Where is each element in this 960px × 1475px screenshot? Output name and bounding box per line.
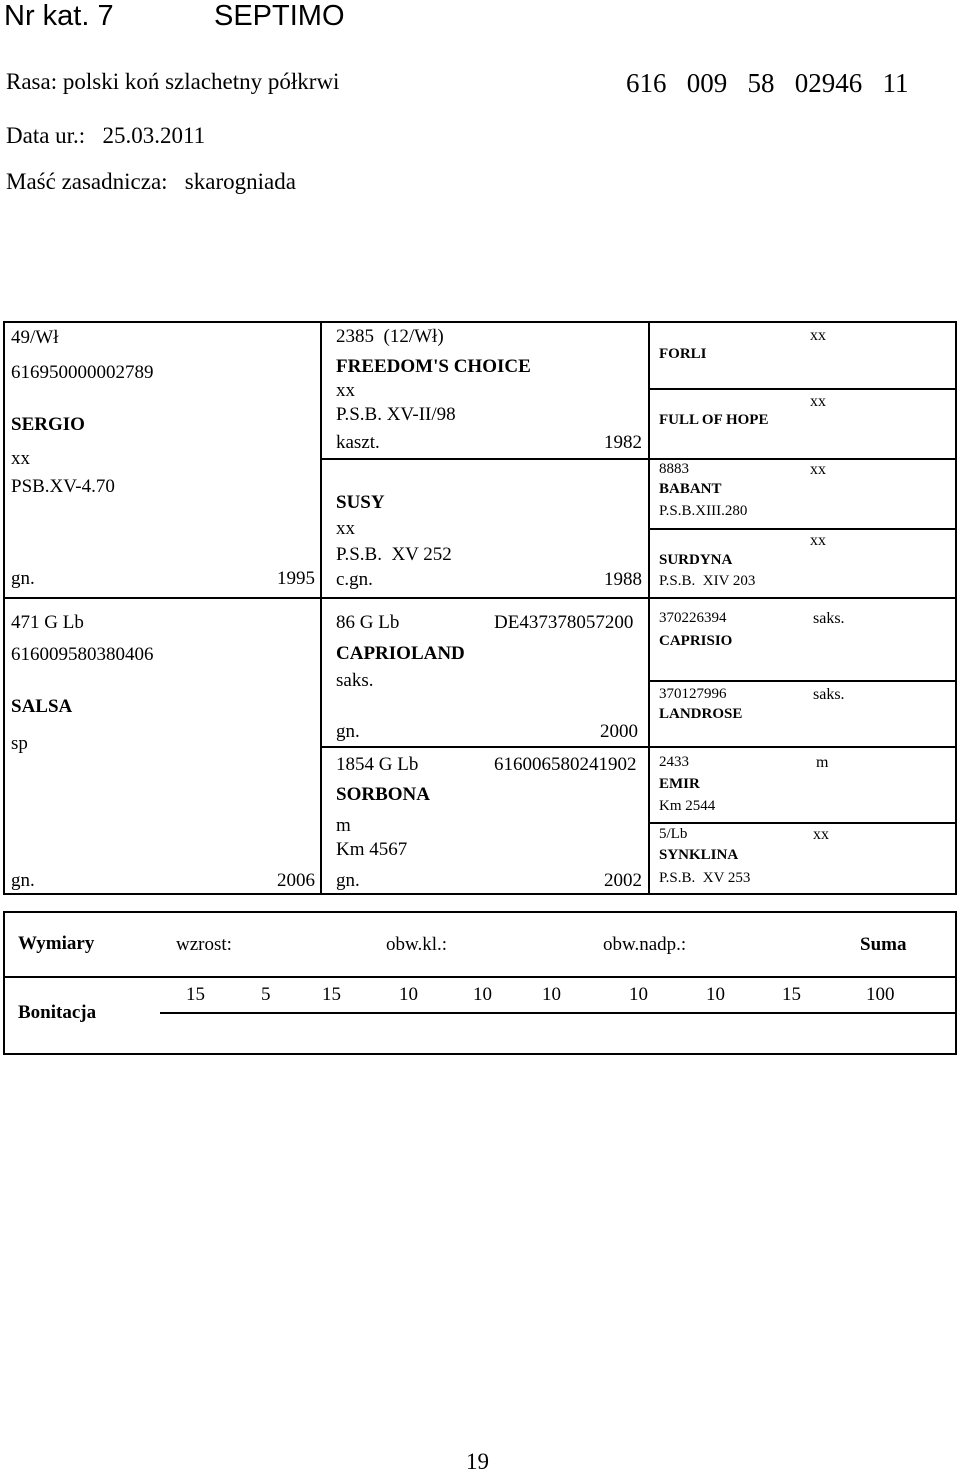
breed-line: Rasa: polski koń szlachetny półkrwi <box>6 69 340 94</box>
dam-coat: gn. <box>11 870 35 891</box>
ggs2-name: BABANT <box>659 481 722 497</box>
bonitacja-label: Bonitacja <box>18 1002 97 1023</box>
catalog-number: Nr kat. 7 <box>4 0 114 32</box>
mgd-id: 616006580241902 <box>494 754 637 775</box>
dam-color: sp <box>11 733 28 754</box>
mgd-coat: gn. <box>336 870 360 891</box>
ggs2-breed: xx <box>810 461 826 478</box>
ggd2-name: SURDYNA <box>659 552 733 568</box>
score-7: 10 <box>629 984 648 1005</box>
dggd2-book: P.S.B. XV 253 <box>659 870 751 886</box>
ggd2-book: P.S.B. XIV 203 <box>659 573 756 589</box>
dggd2-reg: 5/Lb <box>659 826 688 842</box>
dam-year: 2006 <box>277 870 315 891</box>
pgd-book: P.S.B. XV 252 <box>336 544 452 565</box>
mgs-id: DE437378057200 <box>494 612 634 633</box>
pgs-coat: kaszt. <box>336 432 380 453</box>
ggs1-breed: xx <box>810 327 826 344</box>
pgd-name: SUSY <box>336 492 385 513</box>
dggs2-book: Km 2544 <box>659 798 716 814</box>
mgs-reg: 86 G Lb <box>336 612 400 633</box>
sire-breed: xx <box>11 448 30 469</box>
ggs2-reg: 8883 <box>659 461 689 477</box>
wymiary-label: Wymiary <box>18 933 95 954</box>
mgd-name: SORBONA <box>336 784 430 805</box>
pgs-book: P.S.B. XV-II/98 <box>336 404 456 425</box>
pgs-breed: xx <box>336 380 355 401</box>
ggs1-name: FORLI <box>659 346 707 362</box>
dggd1-reg: 370127996 <box>659 686 727 702</box>
dggs2-name: EMIR <box>659 776 700 792</box>
ggd2-breed: xx <box>810 532 826 549</box>
mgd-reg: 1854 G Lb <box>336 754 419 775</box>
dggs2-breed: m <box>816 754 829 771</box>
dggd2-name: SYNKLINA <box>659 847 739 863</box>
score-2: 5 <box>261 984 271 1005</box>
mgs-name: CAPRIOLAND <box>336 643 465 664</box>
sire-reg: 49/Wł <box>11 327 59 348</box>
birth-date: Data ur.: 25.03.2011 <box>6 123 206 148</box>
score-5: 10 <box>473 984 492 1005</box>
wzrost-label: wzrost: <box>176 934 232 955</box>
pgs-reg: 2385 (12/Wł) <box>336 326 444 347</box>
pgd-coat: c.gn. <box>336 569 373 590</box>
pgd-year: 1988 <box>604 569 642 590</box>
sire-name: SERGIO <box>11 414 85 435</box>
dam-reg: 471 G Lb <box>11 612 84 633</box>
score-6: 10 <box>542 984 561 1005</box>
dggs1-breed: saks. <box>813 610 845 627</box>
ggd1-name: FULL OF HOPE <box>659 412 769 428</box>
obw-nadp-label: obw.nadp.: <box>603 934 687 955</box>
dggs1-name: CAPRISIO <box>659 633 733 649</box>
ueln-number: 616 009 58 02946 11 <box>626 68 909 98</box>
score-8: 10 <box>706 984 725 1005</box>
mgd-book: Km 4567 <box>336 839 408 860</box>
mgd-year: 2002 <box>604 870 642 891</box>
sire-id: 616950000002789 <box>11 362 154 383</box>
dggs2-reg: 2433 <box>659 754 689 770</box>
sire-year: 1995 <box>277 568 315 589</box>
mgs-coat: gn. <box>336 721 360 742</box>
score-total: 100 <box>866 984 895 1005</box>
page-number: 19 <box>466 1449 489 1474</box>
pgs-name: FREEDOM'S CHOICE <box>336 356 531 377</box>
suma-label: Suma <box>860 934 907 955</box>
pgs-year: 1982 <box>604 432 642 453</box>
scores-table <box>3 911 957 1055</box>
dggd1-breed: saks. <box>813 686 845 703</box>
sire-coat: gn. <box>11 568 35 589</box>
score-3: 15 <box>322 984 341 1005</box>
dam-name: SALSA <box>11 696 73 717</box>
score-1: 15 <box>186 984 205 1005</box>
mgs-breed: saks. <box>336 670 374 691</box>
ggd1-breed: xx <box>810 393 826 410</box>
pgd-breed: xx <box>336 518 355 539</box>
score-9: 15 <box>782 984 801 1005</box>
dam-id: 616009580380406 <box>11 644 154 665</box>
dggd1-name: LANDROSE <box>659 706 743 722</box>
horse-name: SEPTIMO <box>214 0 345 32</box>
coat-color: Maść zasadnicza: skarogniada <box>6 169 296 194</box>
dggs1-reg: 370226394 <box>659 610 727 626</box>
sire-book: PSB.XV-4.70 <box>11 476 115 497</box>
mgs-year: 2000 <box>600 721 638 742</box>
ggs2-book: P.S.B.XIII.280 <box>659 503 748 519</box>
mgd-breed: m <box>336 815 351 836</box>
score-4: 10 <box>399 984 418 1005</box>
dggd2-breed: xx <box>813 826 829 843</box>
obw-kl-label: obw.kl.: <box>386 934 448 955</box>
